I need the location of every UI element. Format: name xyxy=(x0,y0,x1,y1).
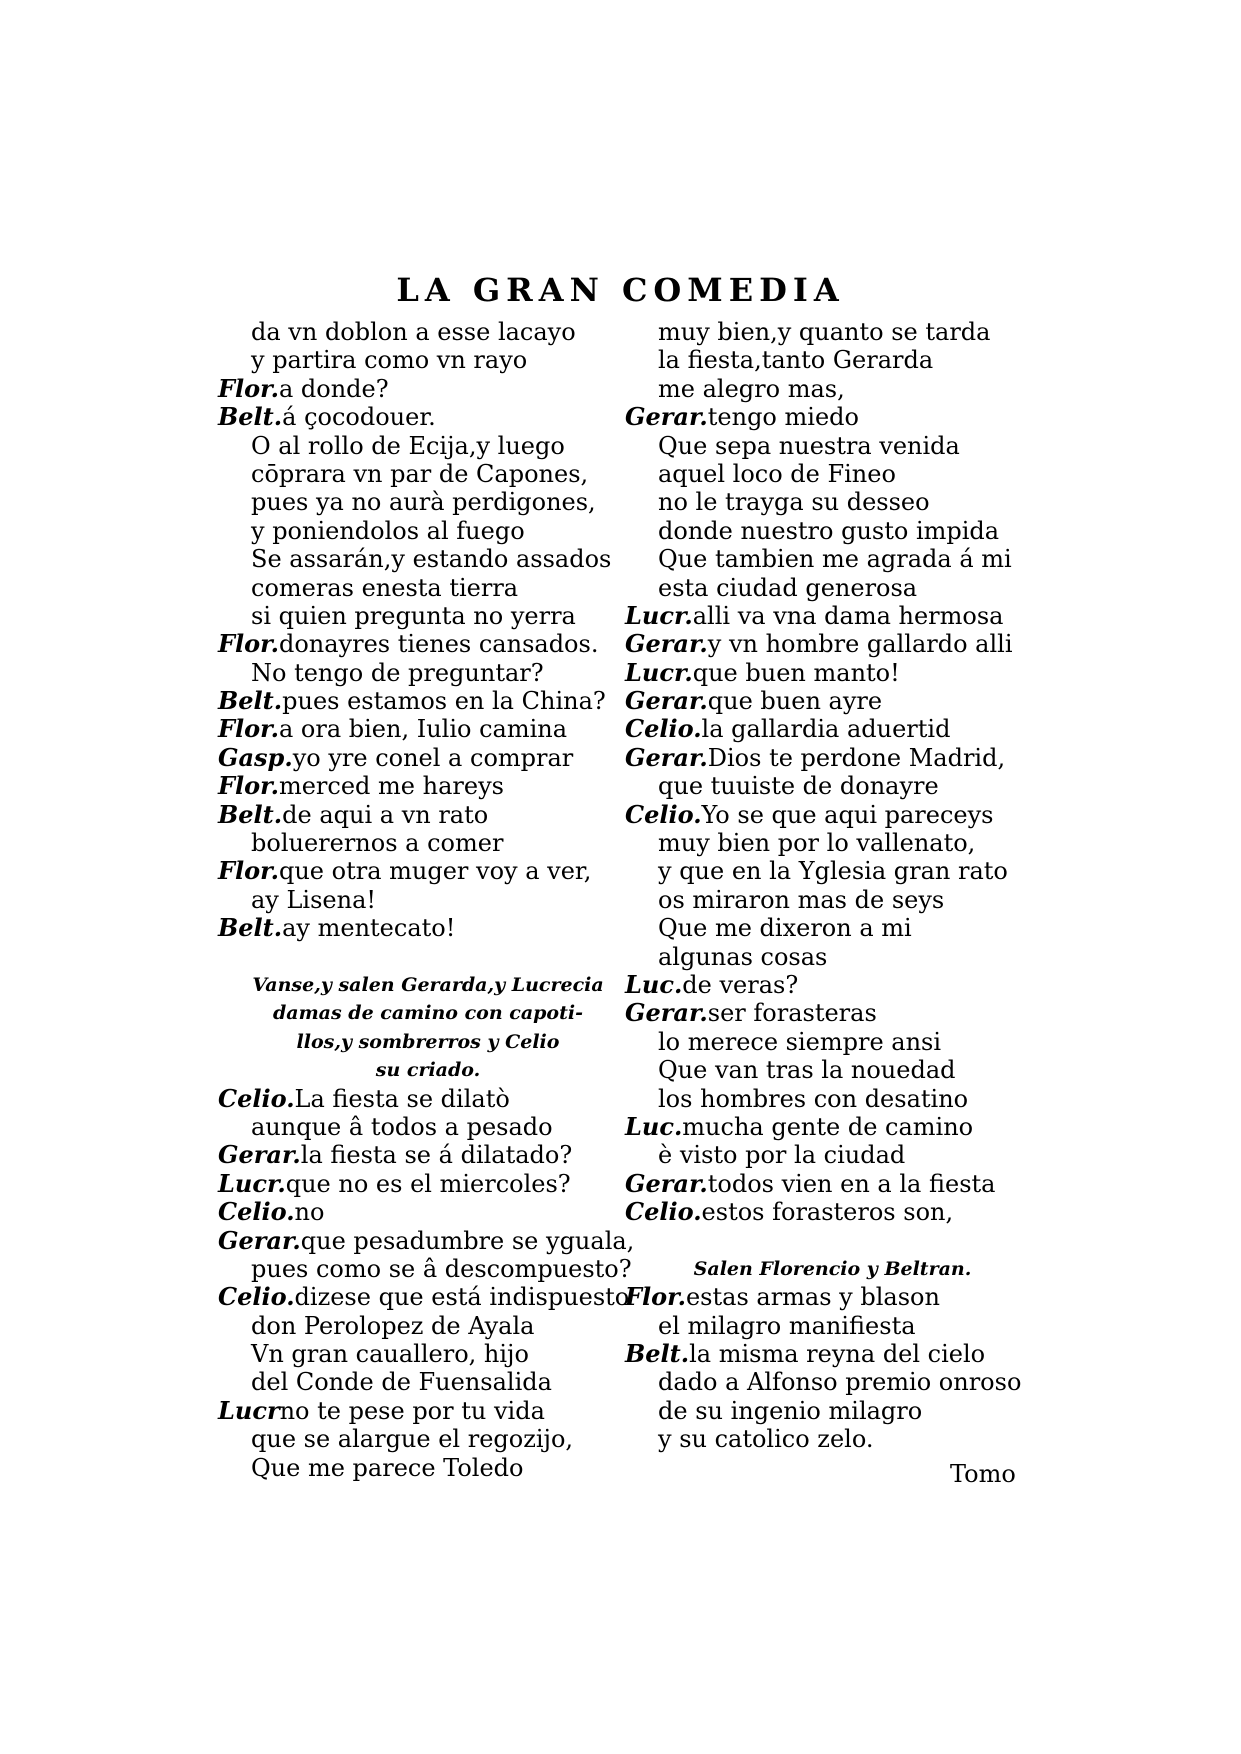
verse-text: muy bien por lo vallenato, xyxy=(658,829,976,858)
verse-line xyxy=(625,403,1020,431)
verse-text: la misma reyna del cielo xyxy=(689,1340,986,1369)
verse-text: No tengo de preguntar? xyxy=(251,658,544,687)
verse-text: os miraron mas de seys xyxy=(658,885,945,914)
speaker-label: Celio. xyxy=(218,1282,295,1312)
verse-text: á çocodouer. xyxy=(282,403,436,432)
verse-text: de su ingenio milagro xyxy=(658,1396,923,1425)
verse-line xyxy=(218,857,618,885)
speaker-label: Gerar. xyxy=(218,1225,301,1255)
verse-text: y vn hombre gallardo alli xyxy=(707,630,1013,659)
verse-line xyxy=(218,1397,618,1425)
speaker-label: Gerar. xyxy=(625,402,708,432)
verse-line xyxy=(625,1141,1020,1169)
verse-line xyxy=(625,517,1020,545)
verse-line xyxy=(218,318,618,346)
verse-line xyxy=(218,1454,618,1482)
verse-line xyxy=(218,1225,635,1255)
verse-text: O al rollo de Ecija,y luego xyxy=(251,431,565,460)
verse-line xyxy=(218,488,618,516)
verse-text: ay mentecato! xyxy=(282,914,456,943)
verse-text: el milagro manifiesta xyxy=(658,1311,916,1340)
verse-line xyxy=(625,744,1020,772)
verse-line xyxy=(625,602,1020,630)
verse-text: donde nuestro gusto impida xyxy=(658,516,1000,545)
verse-line xyxy=(625,545,1020,573)
verse-text: de veras? xyxy=(682,970,799,999)
verse-line xyxy=(218,602,618,630)
verse-text: la fiesta se á dilatado? xyxy=(300,1141,573,1170)
speaker-label: Celio. xyxy=(218,1197,295,1227)
verse-text: la fiesta,tanto Gerarda xyxy=(658,346,934,375)
verse-line xyxy=(218,659,618,687)
verse-line xyxy=(218,744,618,772)
speaker-label: Belt. xyxy=(218,686,283,716)
verse-text: tengo miedo xyxy=(707,403,859,432)
verse-text: Que sepa nuestra venida xyxy=(658,431,960,460)
verse-line xyxy=(218,1198,618,1226)
speaker-label: Flor. xyxy=(218,373,279,403)
verse-text: a donde? xyxy=(278,374,389,403)
verse-line xyxy=(625,460,1020,488)
verse-line xyxy=(218,517,618,545)
verse-line xyxy=(218,886,618,914)
verse-line xyxy=(625,488,1020,516)
left-column-verses-2 xyxy=(218,1083,635,1482)
speaker-label: Gerar. xyxy=(218,1140,301,1170)
stage-direction-line: damas de camino con capoti- xyxy=(272,1002,583,1025)
verse-text: Que tambien me agrada á mi xyxy=(658,545,1012,574)
verse-line xyxy=(625,829,1020,857)
verse-line xyxy=(625,1170,1020,1198)
catchword: Tomo xyxy=(950,1460,1016,1488)
speaker-label: Celio. xyxy=(625,799,702,829)
verse-line xyxy=(625,999,1020,1027)
verse-text: todos vien en a la fiesta xyxy=(707,1169,996,1198)
speaker-label: Lucr. xyxy=(625,657,693,687)
verse-text: dado a Alfonso premio onroso xyxy=(658,1368,1022,1397)
verse-line xyxy=(218,346,618,374)
verse-text: Dios te perdone Madrid, xyxy=(707,743,1006,772)
speaker-label: Luc. xyxy=(625,1111,683,1141)
verse-text: lo merece siempre ansi xyxy=(658,1027,942,1056)
verse-line xyxy=(218,545,618,573)
verse-text: Que me parece Toledo xyxy=(251,1453,524,1482)
speaker-label: Celio. xyxy=(625,1197,702,1227)
verse-line xyxy=(218,1368,618,1396)
verse-line xyxy=(625,1397,1020,1425)
verse-text: los hombres con desatino xyxy=(658,1084,969,1113)
verse-text: me alegro mas, xyxy=(658,374,845,403)
verse-text: no xyxy=(294,1198,325,1227)
verse-line xyxy=(625,687,1020,715)
verse-text: boluerernos a comer xyxy=(251,829,504,858)
verse-line xyxy=(218,715,618,743)
verse-line xyxy=(218,403,618,431)
verse-line xyxy=(625,1056,1020,1084)
verse-line xyxy=(218,1141,618,1169)
verse-text: è visto por la ciudad xyxy=(658,1141,906,1170)
verse-text: pues como se â descompuesto? xyxy=(251,1254,632,1283)
verse-text: que pesadumbre se yguala, xyxy=(300,1226,635,1255)
verse-text: aunque â todos a pesado xyxy=(251,1112,553,1141)
verse-line xyxy=(218,375,618,403)
verse-line xyxy=(625,1425,1020,1453)
speaker-label: Gerar. xyxy=(625,998,708,1028)
verse-text: don Perolopez de Ayala xyxy=(251,1311,535,1340)
verse-text: alli va vna dama hermosa xyxy=(692,601,1004,630)
verse-line xyxy=(625,1312,1020,1340)
verse-text: Que van tras la nouedad xyxy=(658,1056,956,1085)
verse-text: del Conde de Fuensalida xyxy=(251,1368,552,1397)
verse-text: yo yre conel a comprar xyxy=(292,743,574,772)
verse-line xyxy=(625,1340,1020,1368)
verse-text: ay Lisena! xyxy=(251,885,377,914)
verse-line xyxy=(625,801,1020,829)
spacer xyxy=(625,1227,1020,1255)
verse-text: de aqui a vn rato xyxy=(282,800,489,829)
verse-text: no le trayga su desseo xyxy=(658,488,930,517)
verse-text: Yo se que aqui pareceys xyxy=(701,800,994,829)
speaker-label: Luc. xyxy=(625,969,683,999)
verse-line xyxy=(218,772,618,800)
verse-text: da vn doblon a esse lacayo xyxy=(251,318,576,346)
verse-line xyxy=(218,1312,618,1340)
verse-line xyxy=(625,971,1020,999)
verse-line xyxy=(625,943,1020,971)
verse-line xyxy=(625,1085,1020,1113)
verse-text: que otra muger voy a ver, xyxy=(278,857,592,886)
verse-line xyxy=(218,1282,630,1312)
verse-text: y su catolico zelo. xyxy=(658,1425,874,1454)
verse-text: que tuuiste de donayre xyxy=(658,772,939,801)
spacer xyxy=(218,943,618,971)
verse-text: Que me dixeron a mi xyxy=(658,914,912,943)
verse-line xyxy=(625,914,1020,942)
speaker-label: Gerar. xyxy=(625,1168,708,1198)
verse-text: muy bien,y quanto se tarda xyxy=(658,318,991,346)
verse-line xyxy=(625,857,1020,885)
speaker-label: Flor. xyxy=(625,1282,686,1312)
verse-line xyxy=(625,375,1020,403)
speaker-label: Lucr xyxy=(218,1395,280,1425)
verse-text: y poniendolos al fuego xyxy=(251,516,525,545)
speaker-label: Lucr. xyxy=(625,600,693,630)
verse-text: pues ya no aurà perdigones, xyxy=(251,488,596,517)
stage-direction-line: llos,y sombrerros y Celio xyxy=(296,1030,560,1053)
speaker-label: Flor. xyxy=(218,714,279,744)
verse-line xyxy=(218,630,618,658)
verse-line xyxy=(218,574,618,602)
speaker-label: Celio. xyxy=(218,1083,295,1113)
verse-text: la gallardia aduertid xyxy=(701,715,951,744)
stage-direction-line: Vanse,y salen Gerarda,y Lucrecia xyxy=(252,973,604,996)
verse-line xyxy=(218,801,618,829)
speaker-label: Flor. xyxy=(218,856,279,886)
verse-line xyxy=(218,1340,618,1368)
verse-text: Vn gran cauallero, hijo xyxy=(251,1340,529,1369)
verse-text: pues estamos en la China? xyxy=(282,687,606,716)
verse-line xyxy=(218,1085,618,1113)
stage-direction-line: su criado. xyxy=(375,1059,481,1082)
verse-line xyxy=(625,659,1020,687)
verse-text: estas armas y blason xyxy=(685,1283,940,1312)
verse-text: ser forasteras xyxy=(707,999,877,1028)
verse-text: que buen manto! xyxy=(692,658,900,687)
speaker-label: Belt. xyxy=(218,799,283,829)
speaker-label: Gerar. xyxy=(625,742,708,772)
verse-text: Se assarán,y estando assados xyxy=(251,545,612,574)
speaker-label: Gasp. xyxy=(218,742,293,772)
right-column-verses xyxy=(625,318,1020,1227)
verse-text: y partira como vn rayo xyxy=(251,346,528,375)
left-column-verses xyxy=(218,318,618,943)
verse-line xyxy=(625,1113,1020,1141)
verse-line xyxy=(625,1198,1020,1226)
verse-text: mucha gente de camino xyxy=(682,1112,974,1141)
speaker-label: Gerar. xyxy=(625,629,708,659)
verse-line xyxy=(218,914,618,942)
verse-text: cōprara vn par de Capones, xyxy=(251,459,589,488)
verse-text: esta ciudad generosa xyxy=(658,573,918,602)
verse-line xyxy=(625,715,1020,743)
speaker-label: Celio. xyxy=(625,714,702,744)
verse-line xyxy=(625,886,1020,914)
verse-text: si quien pregunta no yerra xyxy=(251,601,576,630)
verse-text: donayres tienes cansados. xyxy=(278,630,599,659)
speaker-label: Belt. xyxy=(218,913,283,943)
verse-line xyxy=(625,630,1020,658)
verse-text: que no es el miercoles? xyxy=(285,1169,571,1198)
verse-text: comeras enesta tierra xyxy=(251,573,519,602)
verse-line xyxy=(625,432,1020,460)
speaker-label: Flor. xyxy=(218,629,279,659)
verse-line xyxy=(218,460,618,488)
verse-line xyxy=(218,1113,618,1141)
verse-text: no te pese por tu vida xyxy=(279,1396,545,1425)
right-column xyxy=(625,318,1020,1454)
left-column xyxy=(218,318,635,1482)
verse-line xyxy=(625,1368,1020,1396)
page-title: LA GRAN COMEDIA xyxy=(396,271,845,309)
verse-text: aquel loco de Fineo xyxy=(658,459,896,488)
verse-text: La fiesta se dilatò xyxy=(294,1084,510,1113)
verse-line xyxy=(218,1170,618,1198)
speaker-label: Gerar. xyxy=(625,686,708,716)
verse-text: estos forasteros son, xyxy=(701,1198,954,1227)
verse-text: a ora bien, Iulio camina xyxy=(278,715,568,744)
right-column-verses-2 xyxy=(625,1283,1020,1453)
verse-line xyxy=(218,687,618,715)
verse-line xyxy=(625,346,1020,374)
verse-line xyxy=(218,829,618,857)
verse-line xyxy=(625,772,1020,800)
verse-line xyxy=(218,1254,632,1283)
verse-text: dizese que está indispuesto xyxy=(294,1283,630,1312)
verse-line xyxy=(625,318,1020,346)
stage-direction xyxy=(218,971,618,1085)
verse-line xyxy=(625,574,1020,602)
speaker-label: Belt. xyxy=(625,1339,690,1369)
speaker-label: Lucr. xyxy=(218,1168,286,1198)
verse-line xyxy=(625,1283,1020,1311)
verse-text: que buen ayre xyxy=(707,687,883,716)
verse-text: que se alargue el regozijo, xyxy=(251,1425,574,1454)
verse-text: merced me hareys xyxy=(278,772,504,801)
speaker-label: Belt. xyxy=(218,402,283,432)
speaker-label: Flor. xyxy=(218,771,279,801)
verse-text: y que en la Yglesia gran rato xyxy=(658,857,1008,886)
verse-line xyxy=(218,1425,618,1453)
verse-text: algunas cosas xyxy=(658,942,828,971)
verse-line xyxy=(625,1028,1020,1056)
verse-line xyxy=(218,432,618,460)
stage-direction: Salen Florencio y Beltran. xyxy=(693,1257,972,1280)
